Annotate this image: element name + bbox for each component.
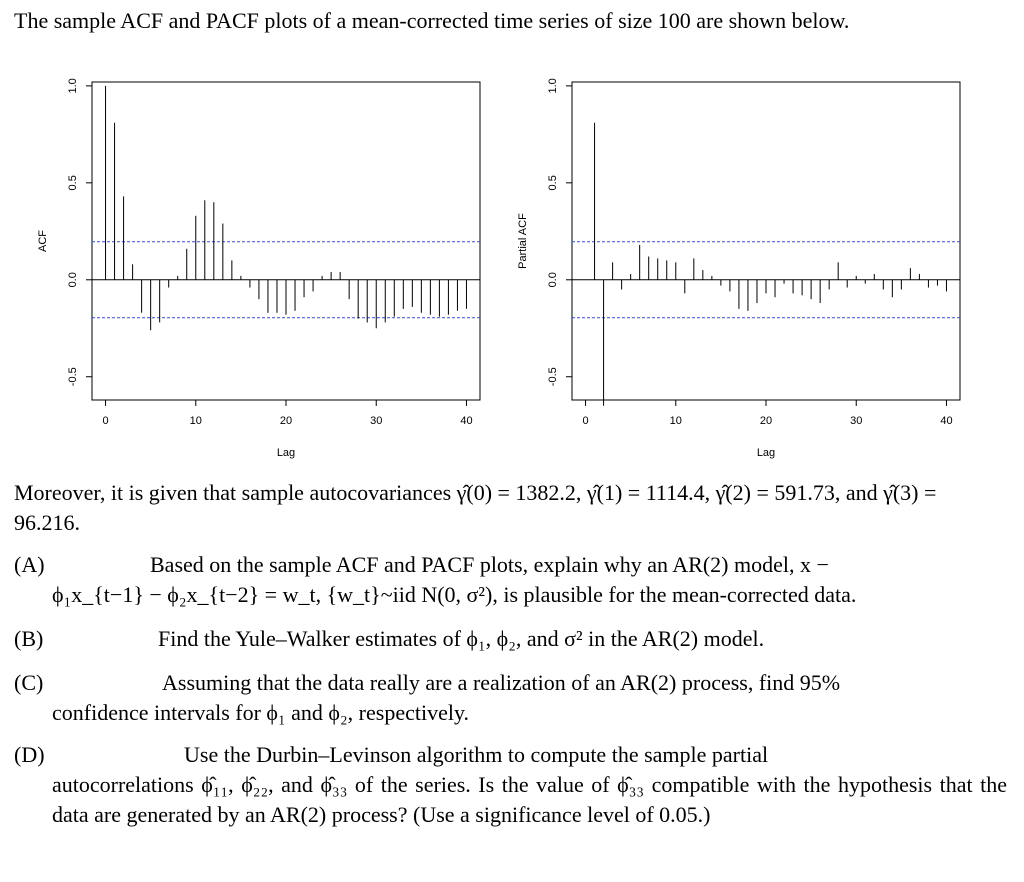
x-axis-label: Lag <box>276 447 296 459</box>
x-tick-label: 10 <box>669 415 682 427</box>
y-tick-label: -0.5 <box>67 367 79 387</box>
y-tick-label: 0.5 <box>547 175 559 191</box>
y-tick-label: -0.5 <box>547 367 559 387</box>
question-b-label: (B) <box>14 626 44 651</box>
question-c-text: Assuming that the data really are a realization of an AR(2) process, find 95% confidence intervals for ϕ₁ and ϕ₂, respectively. <box>52 670 841 725</box>
y-axis-label: Partial ACF <box>517 213 529 269</box>
question-b-text: Find the Yule–Walker estimates of ϕ₁, ϕ₂, and σ² in the AR(2) model. <box>158 626 765 651</box>
y-tick-label: 0.0 <box>547 272 559 288</box>
x-tick-label: 20 <box>279 415 293 427</box>
pacf-plot <box>490 78 970 468</box>
x-tick-label: 40 <box>940 415 953 427</box>
question-d-label: (D) <box>14 742 45 767</box>
question-a-label: (A) <box>14 552 45 577</box>
x-tick-label: 0 <box>582 415 589 427</box>
x-tick-label: 10 <box>189 415 202 427</box>
intro-text: The sample ACF and PACF plots of a mean-corrected time series of size 100 are shown below. <box>14 8 850 33</box>
acf-plot <box>10 78 490 468</box>
x-tick-label: 20 <box>759 415 773 427</box>
question-d-text: Use the Durbin–Levinson algorithm to compute the sample partial autocorrelations ϕ̂₁₁, ϕ̂₂₂, and ϕ̂₃₃ of the series. Is the value of ϕ̂₃₃ compatible with the hypothesis that the data are generated by an AR(2) process? (Use a significance level of 0.05.) <box>52 742 1007 827</box>
x-tick-label: 30 <box>370 415 383 427</box>
x-tick-label: 30 <box>850 415 863 427</box>
autocovariance-paragraph: Moreover, it is given that sample autocovariances γ̂(0) = 1382.2, γ̂(1) = 1114.4, γ̂(2) = 591.73, and γ̂(3) = 96.216. <box>14 480 937 535</box>
y-axis-label: ACF <box>37 230 49 252</box>
x-tick-label: 40 <box>460 415 473 427</box>
x-tick-label: 0 <box>102 415 109 427</box>
question-a-text: Based on the sample ACF and PACF plots, explain why an AR(2) model, x − ϕ₁x_{t−1} − ϕ₂x_{t−2} = w_t, {w_t}~iid N(0, σ²), is plausible for the mean-corrected data. <box>52 552 857 607</box>
y-tick-label: 0.0 <box>67 272 79 288</box>
plot-frame <box>572 82 960 400</box>
y-tick-label: 0.5 <box>67 175 79 191</box>
y-tick-label: 1.0 <box>67 78 79 94</box>
plot-frame <box>92 82 480 400</box>
x-axis-label: Lag <box>756 447 776 459</box>
question-c-label: (C) <box>14 670 44 695</box>
y-tick-label: 1.0 <box>547 78 559 94</box>
